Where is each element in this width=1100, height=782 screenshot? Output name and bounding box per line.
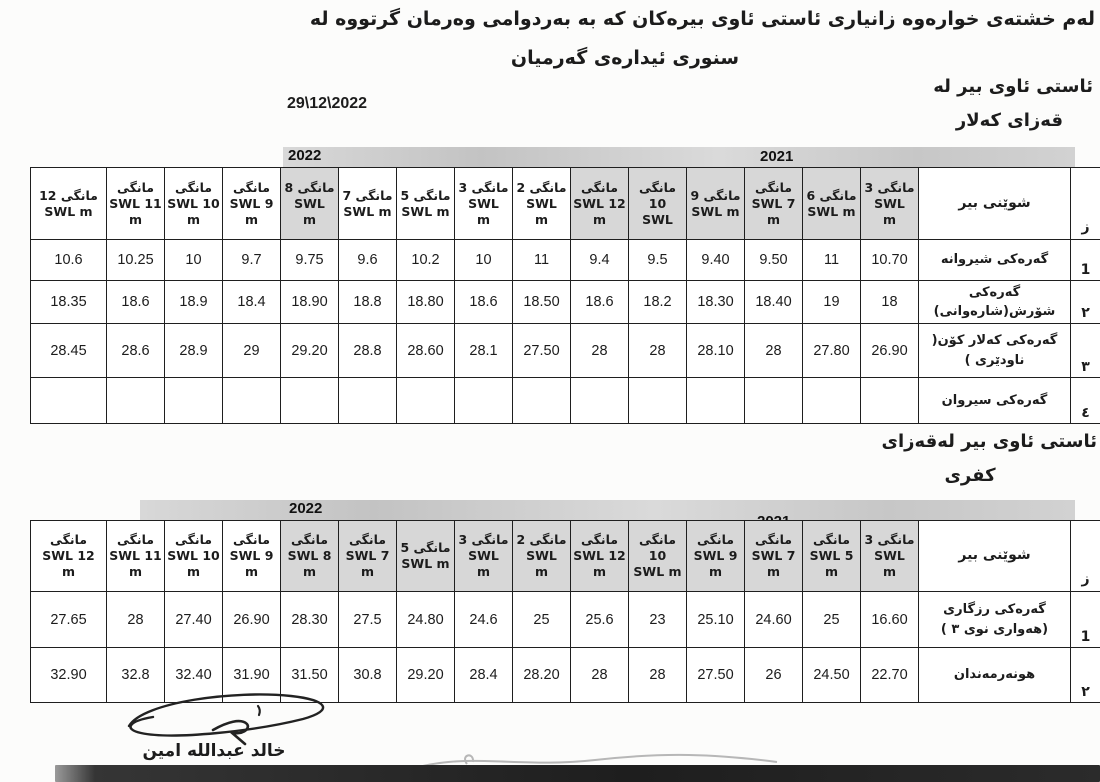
well-name-cell: گەرەکی شیروانە [919,240,1071,281]
swl-value-cell [165,378,223,424]
swl-value-cell: 31.90 [223,648,281,703]
swl-value-cell: 28.1 [455,324,513,378]
swl-value-cell: 28 [629,648,687,703]
swl-value-cell: 25.10 [687,592,745,648]
well-name-cell: گەرەکی رزگاری (هەواری نوی ٣ ) [919,592,1071,648]
swl-value-cell [339,378,397,424]
month-header-cell: مانگی SWL 9 m [223,168,281,240]
swl-value-cell: 28.10 [687,324,745,378]
swl-value-cell: 18.4 [223,281,281,324]
swl-value-cell: 29.20 [281,324,339,378]
swl-value-cell: 9.7 [223,240,281,281]
table-header-row [31,521,1100,592]
month-header-cell: مانگی 2 SWL m [513,168,571,240]
swl-value-cell: 28.45 [31,324,107,378]
swl-value-cell: 27.50 [687,648,745,703]
swl-value-cell: 18.8 [339,281,397,324]
signature-name: خالد عبدالله امین [142,741,286,761]
month-header-cell: مانگی SWL 12 m [31,521,107,592]
swl-value-cell [513,378,571,424]
swl-value-cell: 18.30 [687,281,745,324]
swl-value-cell: 28 [629,324,687,378]
month-header-cell: مانگی 10 SWL [629,168,687,240]
month-header-cell: مانگی 2 SWL m [513,521,571,592]
month-header-cell: مانگی 7 SWL m [339,168,397,240]
month-header-cell: مانگی SWL 11 m [107,521,165,592]
report-date: 29\12\2022 [287,95,368,112]
swl-value-cell: 24.80 [397,592,455,648]
month-header-cell: مانگی SWL 8 m [281,521,339,592]
well-name-cell: گەرەکی شۆرش(شارەوانی) [919,281,1071,324]
month-header-cell: مانگی SWL 7 m [339,521,397,592]
scan-gray-band-table1 [283,147,1075,167]
month-header-cell: مانگی SWL 10 m [165,168,223,240]
swl-value-cell [281,378,339,424]
swl-value-cell: 10 [455,240,513,281]
swl-value-cell [745,378,803,424]
kifri-section-title-line1: ئاستی ئاوی بیر لەقەزای [881,431,1097,452]
swl-value-cell: 10.25 [107,240,165,281]
swl-value-cell: 10 [165,240,223,281]
kalar-section-title-line2: قەزای کەلار [955,110,1063,131]
month-header-cell: مانگی 3 SWL m [455,168,513,240]
swl-value-cell: 24.6 [455,592,513,648]
month-header-cell: مانگی SWL 9 m [223,521,281,592]
swl-value-cell: 32.90 [31,648,107,703]
row-number-cell: 1 [1071,240,1100,281]
well-name-cell: گەرەکی کەلار کۆن( ناودێری ) [919,324,1071,378]
swl-value-cell: 29.20 [397,648,455,703]
swl-value-cell [687,378,745,424]
swl-value-cell [455,378,513,424]
swl-value-cell [397,378,455,424]
table-row [31,378,1100,424]
swl-value-cell: 31.50 [281,648,339,703]
kifri-wells-table [30,520,1100,703]
swl-value-cell: 30.8 [339,648,397,703]
month-header-cell: مانگی 10 SWL m [629,521,687,592]
swl-value-cell: 28.8 [339,324,397,378]
month-header-cell: مانگی SWL 12 m [571,521,629,592]
kalar-wells-table [30,167,1100,424]
swl-value-cell: 27.5 [339,592,397,648]
swl-value-cell: 26.90 [861,324,919,378]
table-row [31,281,1100,324]
row-number-cell: ٢ [1071,648,1100,703]
row-number-cell: ٢ [1071,281,1100,324]
month-header-cell: مانگی SWL 11 m [107,168,165,240]
swl-value-cell: 27.40 [165,592,223,648]
swl-value-cell [31,378,107,424]
swl-value-cell: 28.9 [165,324,223,378]
table1-year-2021-label: 2021 [760,148,794,165]
swl-value-cell [803,378,861,424]
table-row [31,592,1100,648]
swl-value-cell: 23 [629,592,687,648]
table1-year-2022-label: 2022 [288,147,322,164]
swl-value-cell: 18.9 [165,281,223,324]
month-header-cell: مانگی SWL 10 m [165,521,223,592]
month-header-cell: مانگی SWL 12 m [571,168,629,240]
swl-value-cell: 11 [803,240,861,281]
month-header-cell: مانگی 5 SWL m [397,521,455,592]
row-number-cell: ٤ [1071,378,1100,424]
document-title-line2: سنوری ئیدارەی گەرمیان [510,47,740,69]
swl-value-cell: 18.90 [281,281,339,324]
month-header-cell: مانگی 8 SWL m [281,168,339,240]
row-number-cell: ٣ [1071,324,1100,378]
swl-value-cell: 27.80 [803,324,861,378]
table2-year-2022-label: 2022 [289,500,323,517]
swl-value-cell: 10.6 [31,240,107,281]
swl-value-cell: 26 [745,648,803,703]
swl-value-cell: 24.50 [803,648,861,703]
swl-value-cell: 28.4 [455,648,513,703]
swl-value-cell: 28.6 [107,324,165,378]
swl-value-cell: 28.20 [513,648,571,703]
month-header-cell: مانگی SWL 5 m [803,521,861,592]
swl-value-cell [629,378,687,424]
month-header-cell: مانگی 3 SWL m [861,168,919,240]
swl-value-cell: 28.30 [281,592,339,648]
swl-value-cell: 18.6 [107,281,165,324]
table-header-row [31,168,1100,240]
table-row [31,324,1100,378]
swl-value-cell [107,378,165,424]
month-header-cell: مانگی SWL 9 m [687,521,745,592]
month-header-cell: مانگی 6 SWL m [803,168,861,240]
swl-value-cell [571,378,629,424]
swl-value-cell: 18.2 [629,281,687,324]
swl-value-cell: 9.50 [745,240,803,281]
swl-value-cell: 9.40 [687,240,745,281]
swl-value-cell: 27.65 [31,592,107,648]
swl-value-cell: 24.60 [745,592,803,648]
row-number-header: ز [1071,168,1100,240]
swl-value-cell: 28 [107,592,165,648]
swl-value-cell: 32.40 [165,648,223,703]
swl-value-cell: 25 [803,592,861,648]
month-header-cell: مانگی 12 SWL m [31,168,107,240]
swl-value-cell: 16.60 [861,592,919,648]
table-row [31,240,1100,281]
well-location-header: شوێنی بیر [919,168,1071,240]
month-header-cell: مانگی 9 SWL m [687,168,745,240]
swl-value-cell: 18.6 [455,281,513,324]
scan-edge-dark-bar [55,765,1100,782]
swl-value-cell: 28 [571,648,629,703]
row-number-cell: 1 [1071,592,1100,648]
swl-value-cell: 28 [745,324,803,378]
month-header-cell: مانگی SWL 7 m [745,168,803,240]
well-location-header: شوێنی بیر [919,521,1071,592]
swl-value-cell: 18.40 [745,281,803,324]
month-header-cell: مانگی 3 SWL m [455,521,513,592]
swl-value-cell: 26.90 [223,592,281,648]
swl-value-cell: 32.8 [107,648,165,703]
swl-value-cell: 9.5 [629,240,687,281]
swl-value-cell: 18.6 [571,281,629,324]
swl-value-cell: 9.75 [281,240,339,281]
kifri-section-title-line2: کفری [944,465,996,486]
month-header-cell: مانگی 5 SWL m [397,168,455,240]
swl-value-cell: 18 [861,281,919,324]
swl-value-cell: 18.35 [31,281,107,324]
swl-value-cell [223,378,281,424]
kalar-section-title-line1: ئاستی ئاوی بیر لە [933,76,1093,97]
swl-value-cell: 25 [513,592,571,648]
swl-value-cell: 18.50 [513,281,571,324]
swl-value-cell: 9.6 [339,240,397,281]
swl-value-cell: 11 [513,240,571,281]
swl-value-cell: 10.70 [861,240,919,281]
swl-value-cell: 25.6 [571,592,629,648]
document-title-line1: لەم خشتەی خوارەوە زانیاری ئاستی ئاوی بیرەکان کە بە بەردوامی وەرمان گرتووە لە [309,8,1095,30]
swl-value-cell: 27.50 [513,324,571,378]
swl-value-cell: 10.2 [397,240,455,281]
scan-gray-band-table2 [140,500,1075,520]
swl-value-cell: 29 [223,324,281,378]
well-name-cell: گەرەکی سیروان [919,378,1071,424]
swl-value-cell: 22.70 [861,648,919,703]
swl-value-cell: 19 [803,281,861,324]
well-name-cell: هونەرمەندان [919,648,1071,703]
row-number-header: ز [1071,521,1100,592]
swl-value-cell [861,378,919,424]
swl-value-cell: 28 [571,324,629,378]
month-header-cell: مانگی SWL 7 m [745,521,803,592]
swl-value-cell: 9.4 [571,240,629,281]
swl-value-cell: 28.60 [397,324,455,378]
month-header-cell: مانگی 3 SWL m [861,521,919,592]
swl-value-cell: 18.80 [397,281,455,324]
